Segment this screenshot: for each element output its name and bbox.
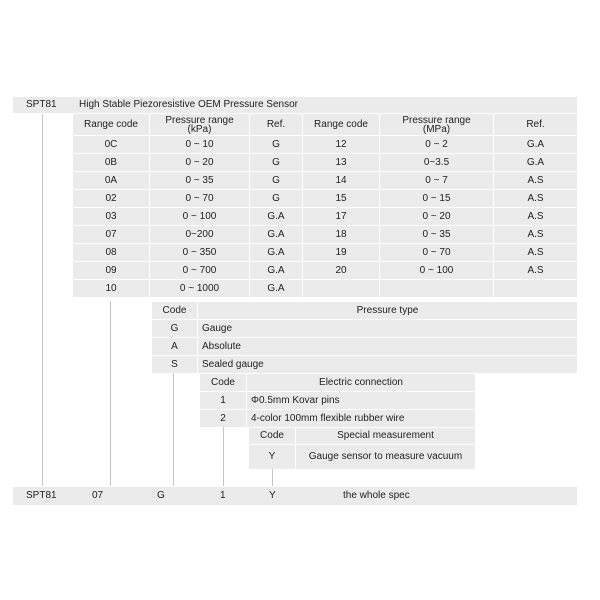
pressure-type-code: S (152, 356, 197, 373)
electric-connection-label: 4-color 100mm flexible rubber wire (247, 410, 475, 427)
pressure-range-kpa-cell: 0 ~ 700 (150, 262, 249, 279)
product-title: High Stable Piezoresistive OEM Pressure Sensor (79, 99, 298, 110)
range-code-cell: 19 (303, 244, 379, 261)
special-measurement-code-header: Code (249, 428, 295, 444)
example-model: SPT81 (26, 490, 57, 501)
pressure-type-code: A (152, 338, 197, 355)
header-ref-2: Ref. (494, 114, 577, 135)
pressure-range-kpa-cell: 0 ~ 1000 (150, 280, 249, 297)
ref-cell: G (250, 136, 302, 153)
pressure-range-kpa-cell: 0 ~ 10 (150, 136, 249, 153)
range-code-cell (303, 280, 379, 297)
ref-cell: A.S (494, 190, 577, 207)
range-code-cell: 0A (73, 172, 149, 189)
pressure-range-mpa-cell: 0 ~ 20 (380, 208, 493, 225)
connector-line-special (272, 469, 273, 486)
range-code-cell: 12 (303, 136, 379, 153)
pressure-type-label: Sealed gauge (198, 356, 577, 373)
title-row (13, 97, 577, 113)
pressure-type-code: G (152, 320, 197, 337)
example-range: 07 (92, 490, 104, 501)
ref-cell: G.A (250, 226, 302, 243)
ref-cell: G.A (494, 136, 577, 153)
range-code-cell: 0B (73, 154, 149, 171)
range-code-cell: 14 (303, 172, 379, 189)
electric-connection-code: 1 (200, 392, 246, 409)
pressure-range-kpa-cell: 0 ~ 35 (150, 172, 249, 189)
pressure-range-mpa-cell: 0 ~ 15 (380, 190, 493, 207)
connector-line-connection (223, 427, 224, 486)
header-pressure-range-kpa: Pressure range (kPa) (150, 114, 249, 135)
electric-connection-title: Electric connection (247, 374, 475, 391)
ref-cell: A.S (494, 172, 577, 189)
electric-connection-label: Φ0.5mm Kovar pins (247, 392, 475, 409)
ref-cell: G (250, 190, 302, 207)
ref-cell: G.A (250, 262, 302, 279)
example-label: the whole spec (343, 490, 410, 501)
header-ref: Ref. (250, 114, 302, 135)
connector-line-type (173, 373, 174, 486)
range-code-cell: 09 (73, 262, 149, 279)
pressure-range-mpa-cell: 0 ~ 7 (380, 172, 493, 189)
ref-cell: A.S (494, 244, 577, 261)
ref-cell: A.S (494, 226, 577, 243)
pressure-type-label: Gauge (198, 320, 577, 337)
header-pressure-range-mpa: Pressure range (MPa) (380, 114, 493, 135)
header-range-code: Range code (73, 114, 149, 135)
range-code-cell: 02 (73, 190, 149, 207)
pressure-type-code-header: Code (152, 302, 197, 319)
pressure-range-kpa-cell: 0~200 (150, 226, 249, 243)
ref-cell (494, 280, 577, 297)
electric-connection-code: 2 (200, 410, 246, 427)
pressure-type-label: Absolute (198, 338, 577, 355)
pressure-range-mpa-cell: 0 ~ 35 (380, 226, 493, 243)
range-code-cell: 18 (303, 226, 379, 243)
pressure-range-mpa-cell: 0 ~ 70 (380, 244, 493, 261)
pressure-range-mpa-cell: 0 ~ 2 (380, 136, 493, 153)
range-code-cell: 08 (73, 244, 149, 261)
pressure-range-mpa-cell: 0 ~ 100 (380, 262, 493, 279)
range-code-cell: 03 (73, 208, 149, 225)
model-code: SPT81 (26, 99, 57, 110)
ref-cell: G (250, 154, 302, 171)
ref-cell: A.S (494, 208, 577, 225)
pressure-range-kpa-cell: 0 ~ 350 (150, 244, 249, 261)
example-row (13, 487, 577, 505)
example-special: Y (269, 490, 276, 501)
connector-line-model (42, 114, 43, 486)
pressure-range-kpa-cell: 0 ~ 70 (150, 190, 249, 207)
electric-connection-code-header: Code (200, 374, 246, 391)
range-code-cell: 17 (303, 208, 379, 225)
pressure-range-kpa-cell: 0 ~ 20 (150, 154, 249, 171)
header-range-code-2: Range code (303, 114, 379, 135)
ref-cell: A.S (494, 262, 577, 279)
example-type: G (157, 490, 165, 501)
connector-line-range (110, 301, 111, 486)
range-code-cell: 20 (303, 262, 379, 279)
range-code-cell: 15 (303, 190, 379, 207)
range-code-cell: 13 (303, 154, 379, 171)
pressure-range-mpa-cell (380, 280, 493, 297)
pressure-type-title: Pressure type (198, 302, 577, 319)
ref-cell: G.A (494, 154, 577, 171)
special-measurement-code: Y (249, 445, 295, 469)
special-measurement-label: Gauge sensor to measure vacuum (296, 445, 475, 469)
example-connection: 1 (220, 490, 226, 501)
ref-cell: G (250, 172, 302, 189)
pressure-range-kpa-cell: 0 ~ 100 (150, 208, 249, 225)
ref-cell: G.A (250, 280, 302, 297)
ref-cell: G.A (250, 244, 302, 261)
range-code-cell: 0C (73, 136, 149, 153)
range-code-cell: 10 (73, 280, 149, 297)
special-measurement-title: Special measurement (296, 428, 475, 444)
pressure-range-mpa-cell: 0~3.5 (380, 154, 493, 171)
ref-cell: G.A (250, 208, 302, 225)
range-code-cell: 07 (73, 226, 149, 243)
